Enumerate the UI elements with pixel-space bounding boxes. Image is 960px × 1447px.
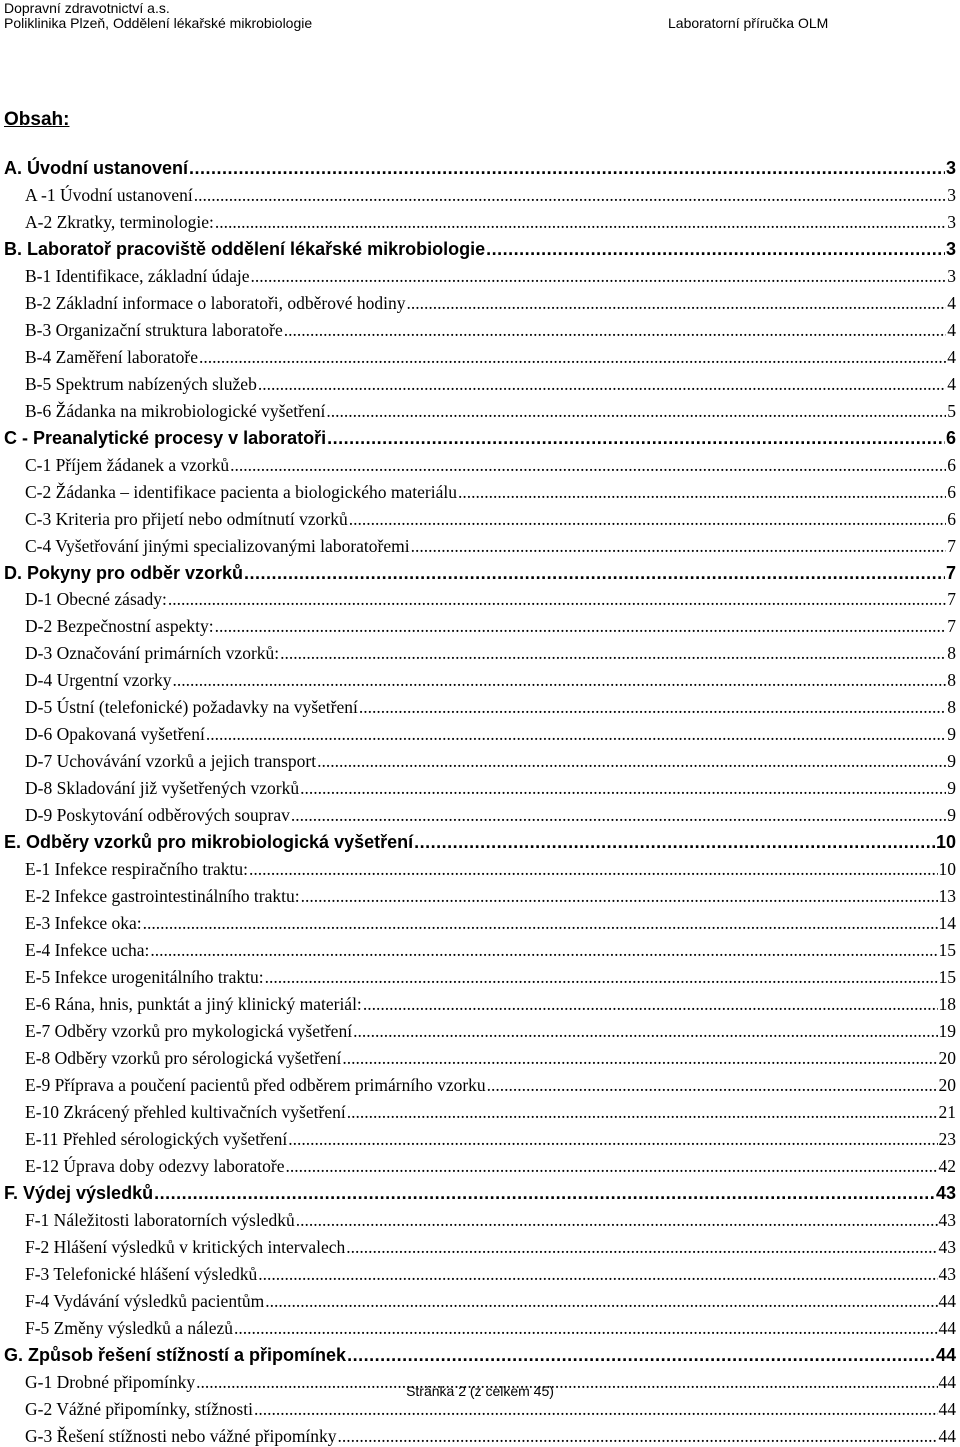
- toc-entry-label: D-4 Urgentní vzorky: [25, 670, 172, 691]
- toc-entry-page: 9: [947, 805, 956, 826]
- toc-dot-leader: [150, 939, 937, 961]
- toc-entry-page: 13: [938, 886, 956, 907]
- toc-dot-leader: [230, 454, 946, 476]
- toc-dot-leader: [284, 319, 947, 341]
- toc-dot-leader: [206, 723, 946, 745]
- toc-entry-page: 14: [938, 913, 956, 934]
- toc-entry-label: E-3 Infekce oka:: [25, 913, 142, 934]
- toc-entry-label: E-9 Příprava a poučení pacientů před odběrem primárního vzorku: [25, 1074, 486, 1095]
- toc-dot-leader: [346, 1236, 937, 1258]
- toc-dot-leader: [215, 615, 947, 637]
- toc-entry-label: F-5 Změny výsledků a nálezů: [25, 1317, 234, 1338]
- toc-entry-label: E-5 Infekce urogenitálního traktu:: [25, 967, 264, 988]
- toc-dot-leader: [254, 1398, 938, 1420]
- toc-subsection-entry[interactable]: [4, 1420, 956, 1447]
- toc-entry-label: E-12 Úprava doby odezvy laboratoře: [25, 1155, 285, 1176]
- toc-dot-leader: [317, 750, 946, 772]
- toc-subsection-entry[interactable]: [4, 745, 956, 772]
- toc-section-entry[interactable]: [4, 826, 956, 853]
- toc-entry-label: E-10 Zkrácený přehled kultivačních vyšetření: [25, 1101, 346, 1122]
- toc-dot-leader: [349, 508, 947, 530]
- toc-dot-leader: [301, 885, 938, 907]
- page-footer: [0, 1383, 960, 1400]
- toc-entry-label: F-2 Hlášení výsledků v kritických intervalech: [25, 1236, 346, 1257]
- toc-entry-label: F-3 Telefonické hlášení výsledků: [25, 1263, 258, 1284]
- toc-subsection-entry[interactable]: [4, 718, 956, 745]
- toc-entry-label: B-3 Organizační struktura laboratoře: [25, 319, 283, 340]
- toc-section-entry[interactable]: [4, 557, 956, 584]
- toc-subsection-entry[interactable]: [4, 1042, 956, 1069]
- toc-entry-page: 4: [947, 319, 956, 340]
- toc-entry-label: D-5 Ústní (telefonické) požadavky na vyšetření: [25, 697, 358, 718]
- toc-entry-label: D-8 Skladování již vyšetřených vzorků: [25, 778, 300, 799]
- toc-dot-leader: [249, 858, 937, 880]
- toc-entry-label: G-1 Drobné připomínky: [25, 1371, 196, 1392]
- toc-section-entry[interactable]: [4, 1339, 956, 1366]
- toc-subsection-entry[interactable]: [4, 1069, 956, 1096]
- toc-entry-label: B-4 Zaměření laboratoře: [25, 346, 198, 367]
- header-department: Poliklinika Plzeň, Oddělení lékařské mikrobiologie: [4, 15, 313, 31]
- toc-entry-page: 44: [938, 1425, 956, 1446]
- toc-entry-label: B. Laboratoř pracoviště oddělení lékařské mikrobiologie: [4, 238, 486, 259]
- table-of-contents: [4, 152, 956, 1447]
- toc-subsection-entry[interactable]: [4, 1204, 956, 1231]
- toc-subsection-entry[interactable]: [4, 1285, 956, 1312]
- toc-entry-page: 8: [947, 670, 956, 691]
- toc-dot-leader: [347, 1101, 938, 1123]
- toc-entry-label: A-2 Zkratky, terminologie:: [25, 211, 214, 232]
- toc-entry-page: 43: [938, 1236, 956, 1257]
- toc-entry-label: D-9 Poskytování odběrových souprav: [25, 805, 290, 826]
- toc-entry-page: 44: [938, 1398, 956, 1419]
- toc-entry-page: 6: [947, 454, 956, 475]
- toc-entry-page: 3: [947, 184, 956, 205]
- toc-subsection-entry[interactable]: [4, 206, 956, 233]
- toc-entry-label: D-6 Opakovaná vyšetření: [25, 724, 205, 745]
- toc-section-entry[interactable]: [4, 422, 956, 449]
- toc-dot-leader: [359, 696, 946, 718]
- toc-dot-leader: [199, 346, 946, 368]
- toc-dot-leader: [486, 238, 945, 260]
- toc-entry-label: F-1 Náležitosti laboratorních výsledků: [25, 1209, 295, 1230]
- toc-entry-page: 20: [938, 1074, 956, 1095]
- toc-entry-page: 9: [947, 724, 956, 745]
- toc-subsection-entry[interactable]: [4, 395, 956, 422]
- toc-subsection-entry[interactable]: [4, 341, 956, 368]
- toc-entry-page: 3: [945, 238, 956, 259]
- toc-entry-page: 42: [938, 1155, 956, 1176]
- toc-dot-leader: [194, 184, 947, 206]
- toc-entry-page: 3: [947, 211, 956, 232]
- toc-dot-leader: [172, 669, 946, 691]
- toc-entry-page: 23: [938, 1128, 956, 1149]
- toc-dot-leader: [327, 427, 945, 449]
- toc-entry-label: B-1 Identifikace, základní údaje: [25, 265, 250, 286]
- toc-dot-leader: [215, 211, 946, 233]
- toc-dot-leader: [347, 1344, 935, 1366]
- toc-entry-page: 8: [947, 697, 956, 718]
- toc-entry-label: E-4 Infekce ucha:: [25, 940, 150, 961]
- toc-entry-label: A. Úvodní ustanovení: [4, 157, 189, 178]
- toc-title: Obsah:: [4, 109, 70, 130]
- toc-entry-page: 43: [935, 1182, 956, 1203]
- header-organization: Dopravní zdravotnictví a.s.: [4, 0, 170, 16]
- toc-entry-label: E. Odběry vzorků pro mikrobiologická vyšetření: [4, 832, 414, 853]
- toc-entry-label: D-2 Bezpečnostní aspekty:: [25, 616, 214, 637]
- toc-entry-page: 10: [935, 832, 956, 853]
- toc-dot-leader: [487, 1074, 938, 1096]
- toc-dot-leader: [189, 157, 945, 179]
- toc-dot-leader: [258, 1263, 937, 1285]
- toc-subsection-entry[interactable]: [4, 260, 956, 287]
- toc-dot-leader: [296, 1209, 938, 1231]
- toc-entry-label: E-7 Odběry vzorků pro mykologická vyšetření: [25, 1020, 353, 1041]
- toc-subsection-entry[interactable]: [4, 584, 956, 611]
- toc-entry-label: B-2 Základní informace o laboratoři, odběrové hodiny: [25, 292, 406, 313]
- toc-entry-label: G-2 Vážné připomínky, stížnosti: [25, 1398, 253, 1419]
- toc-dot-leader: [250, 265, 946, 287]
- toc-subsection-entry[interactable]: [4, 637, 956, 664]
- toc-subsection-entry[interactable]: [4, 664, 956, 691]
- toc-entry-page: 18: [938, 994, 956, 1014]
- toc-entry-label: C-1 Příjem žádanek a vzorků: [25, 454, 230, 475]
- toc-subsection-entry[interactable]: [4, 1258, 956, 1285]
- toc-dot-leader: [234, 1317, 937, 1339]
- toc-dot-leader: [414, 831, 935, 853]
- toc-entry-label: G-3 Řešení stížnosti nebo vážné připomínky: [25, 1425, 337, 1446]
- toc-entry-label: C-2 Žádanka – identifikace pacienta a biologického materiálu: [25, 481, 457, 502]
- toc-dot-leader: [265, 1290, 937, 1312]
- toc-subsection-entry[interactable]: [4, 961, 956, 988]
- toc-subsection-entry[interactable]: [4, 368, 956, 395]
- toc-subsection-entry[interactable]: [4, 907, 956, 934]
- toc-dot-leader: [154, 1182, 935, 1204]
- toc-entry-label: C-3 Kriteria pro přijetí nebo odmítnutí vzorků: [25, 508, 348, 529]
- toc-dot-leader: [280, 642, 946, 664]
- toc-entry-page: 6: [947, 508, 956, 529]
- toc-entry-label: D-3 Označování primárních vzorků:: [25, 643, 280, 664]
- toc-entry-page: 7: [947, 535, 956, 556]
- toc-entry-page: 4: [947, 346, 956, 367]
- toc-entry-page: 44: [938, 1371, 956, 1392]
- toc-subsection-entry[interactable]: [4, 691, 956, 718]
- toc-subsection-entry[interactable]: [4, 476, 956, 503]
- toc-entry-page: 4: [947, 373, 956, 394]
- toc-entry-label: D-1 Obecné zásady:: [25, 589, 167, 610]
- toc-entry-page: 21: [938, 1101, 956, 1122]
- toc-section-entry[interactable]: [4, 233, 956, 260]
- toc-entry-page: 15: [938, 940, 956, 961]
- toc-entry-label: D. Pokyny pro odběr vzorků: [4, 562, 244, 583]
- toc-entry-page: 7: [947, 616, 956, 637]
- toc-entry-page: 7: [945, 562, 956, 583]
- toc-dot-leader: [285, 1155, 937, 1177]
- toc-entry-label: F-4 Vydávání výsledků pacientům: [25, 1290, 265, 1311]
- toc-entry-page: 5: [947, 400, 956, 421]
- toc-entry-page: 9: [947, 778, 956, 799]
- toc-dot-leader: [244, 562, 945, 584]
- toc-subsection-entry[interactable]: [4, 772, 956, 799]
- toc-dot-leader: [411, 535, 947, 557]
- toc-entry-label: E-2 Infekce gastrointestinálního traktu:: [25, 886, 300, 907]
- toc-entry-page: 4: [947, 292, 956, 313]
- toc-subsection-entry[interactable]: [4, 530, 956, 557]
- toc-subsection-entry[interactable]: [4, 1096, 956, 1123]
- toc-subsection-entry[interactable]: [4, 880, 956, 907]
- toc-entry-page: 8: [947, 643, 956, 664]
- toc-subsection-entry[interactable]: [4, 1312, 956, 1339]
- toc-entry-label: B-6 Žádanka na mikrobiologické vyšetření: [25, 400, 326, 421]
- toc-dot-leader: [353, 1020, 937, 1042]
- toc-dot-leader: [288, 1128, 937, 1150]
- toc-dot-leader: [143, 912, 938, 934]
- toc-subsection-entry[interactable]: [4, 179, 956, 206]
- toc-entry-page: 15: [938, 967, 956, 988]
- toc-entry-page: 9: [947, 751, 956, 772]
- toc-dot-leader: [338, 1425, 938, 1447]
- toc-subsection-entry[interactable]: [4, 853, 956, 880]
- toc-dot-leader: [407, 292, 947, 314]
- toc-subsection-entry[interactable]: [4, 503, 956, 530]
- toc-entry-label: B-5 Spektrum nabízených služeb: [25, 373, 257, 394]
- toc-entry-label: D-7 Uchovávání vzorků a jejich transport: [25, 751, 317, 772]
- toc-entry-label: G. Způsob řešení stížností a připomínek: [4, 1344, 347, 1365]
- toc-entry-label: E-6 Rána, hnis, punktát a jiný klinický materiál:: [25, 994, 362, 1014]
- toc-entry-page: 19: [938, 1020, 956, 1041]
- toc-entry-page: 6: [945, 427, 956, 448]
- toc-dot-leader: [326, 400, 946, 422]
- toc-entry-page: 20: [938, 1047, 956, 1068]
- toc-entry-page: 43: [938, 1263, 956, 1284]
- toc-entry-page: 6: [947, 481, 956, 502]
- toc-entry-page: 7: [947, 589, 956, 610]
- toc-entry-page: 44: [935, 1344, 956, 1365]
- toc-entry-label: E-11 Přehled sérologických vyšetření: [25, 1128, 288, 1149]
- toc-entry-label: C-4 Vyšetřování jinými specializovanými laboratořemi: [25, 535, 410, 556]
- toc-dot-leader: [258, 373, 946, 395]
- toc-subsection-entry[interactable]: [4, 1123, 956, 1150]
- toc-dot-leader: [300, 777, 946, 799]
- toc-dot-leader: [342, 1047, 937, 1069]
- toc-entry-label: E-1 Infekce respiračního traktu:: [25, 859, 249, 880]
- header-document-title: Laboratorní příručka OLM: [668, 15, 829, 31]
- toc-subsection-entry[interactable]: [4, 610, 956, 637]
- toc-subsection-entry[interactable]: [4, 449, 956, 476]
- toc-entry-label: E-8 Odběry vzorků pro sérologická vyšetření: [25, 1047, 342, 1068]
- toc-section-entry[interactable]: [4, 152, 956, 179]
- toc-entry-page: 44: [938, 1317, 956, 1338]
- toc-subsection-entry[interactable]: [4, 287, 956, 314]
- toc-entry-page: 43: [938, 1209, 956, 1230]
- toc-subsection-entry[interactable]: [4, 988, 956, 1015]
- toc-subsection-entry[interactable]: [4, 1015, 956, 1042]
- toc-entry-page: 3: [945, 157, 956, 178]
- toc-entry-page: 10: [938, 859, 956, 880]
- toc-subsection-entry[interactable]: [4, 799, 956, 826]
- toc-entry-label: A -1 Úvodní ustanovení: [25, 184, 193, 205]
- toc-subsection-entry[interactable]: [4, 1231, 956, 1258]
- toc-dot-leader: [458, 481, 946, 503]
- toc-entry-label: C - Preanalytické procesy v laboratoři: [4, 427, 327, 448]
- toc-entry-page: 44: [938, 1290, 956, 1311]
- toc-dot-leader: [291, 804, 946, 826]
- toc-entry-page: 3: [947, 265, 956, 286]
- toc-dot-leader: [168, 588, 946, 610]
- toc-section-entry[interactable]: [4, 1177, 956, 1204]
- toc-entry-label: F. Výdej výsledků: [4, 1182, 154, 1203]
- toc-dot-leader: [265, 966, 938, 988]
- toc-subsection-entry[interactable]: [4, 934, 956, 961]
- toc-subsection-entry[interactable]: [4, 314, 956, 341]
- page-number-label: Stránka 2 (z celkem 45): [406, 1383, 554, 1399]
- toc-subsection-entry[interactable]: [4, 1150, 956, 1177]
- toc-dot-leader: [363, 993, 938, 1015]
